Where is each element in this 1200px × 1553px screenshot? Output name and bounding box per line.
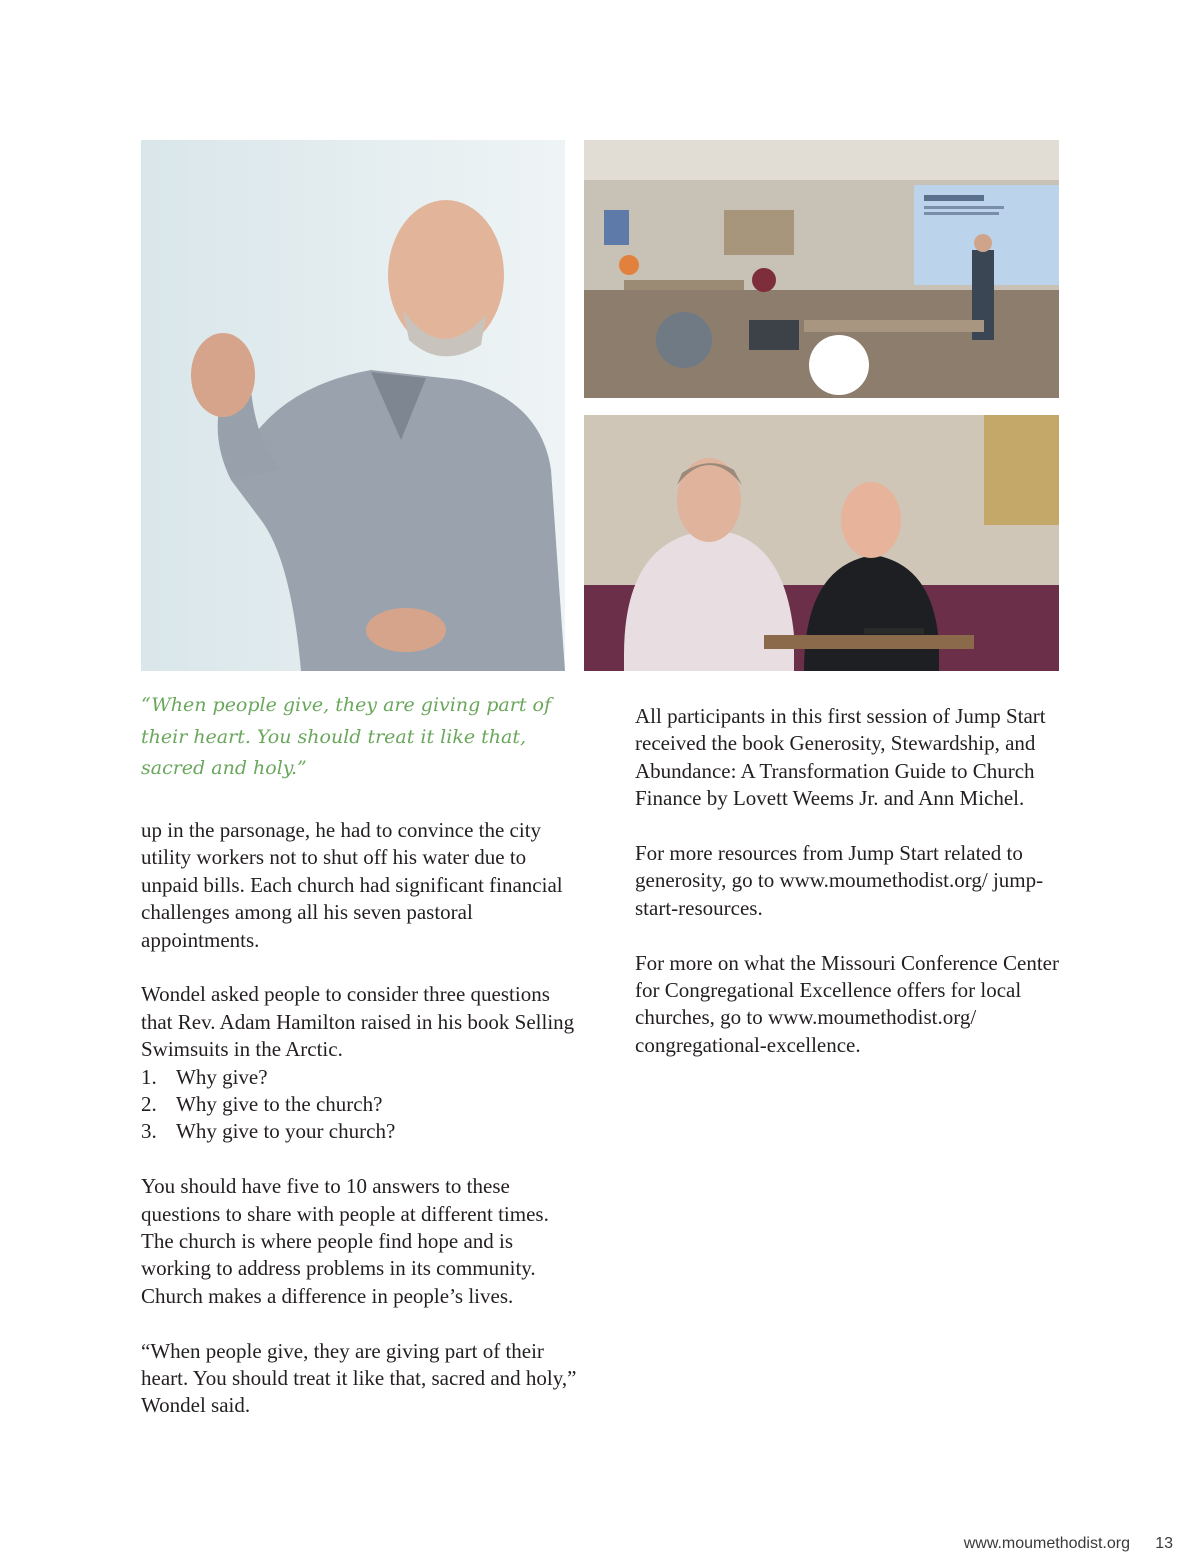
right-column <box>635 703 1075 1059</box>
paragraph: “When people give, they are giving part of their heart. You should treat it like that, sacred and holy,” Wondel said. <box>141 1338 577 1418</box>
list-item <box>141 1091 581 1118</box>
paragraph: For more resources from Jump Start related to generosity, go to www.moumethodist.org/ jump-start-resources. <box>635 841 1044 920</box>
list-number: 1. <box>141 1064 157 1089</box>
footer-url: www.moumethodist.org <box>963 1535 1130 1552</box>
list-number: 2. <box>141 1092 157 1117</box>
questions-list <box>141 1064 581 1146</box>
list-item <box>141 1118 581 1145</box>
photo-two-participants <box>584 415 1059 671</box>
paragraph: For more on what the Missouri Conference Center for Congregational Excellence offers for local churches, go to www.moumethodist.org/ congregational-excellence. <box>635 950 1059 1057</box>
paragraph: All participants in this first session of Jump Start received the book Generosity, Stewardship, and Abundance: A Transformation Guide to Church Finance by Lovett Weems Jr. and Ann Michel. <box>635 704 1046 811</box>
photo-speaker <box>141 140 565 671</box>
paragraph: You should have five to 10 answers to these questions to share with people at different times. The church is where people find hope and is working to address problems in its community. Church makes a difference in people’s lives. <box>141 1174 549 1308</box>
page-number: 13 <box>1155 1535 1173 1552</box>
list-text: Why give to the church? <box>176 1092 383 1117</box>
list-item <box>141 1064 581 1091</box>
photo-classroom <box>584 140 1059 398</box>
list-text: Why give? <box>176 1064 268 1089</box>
list-number: 3. <box>141 1119 157 1144</box>
paragraph: Wondel asked people to consider three questions that Rev. Adam Hamilton raised in his book Selling Swimsuits in the Arctic. <box>141 982 575 1062</box>
paragraph: up in the parsonage, he had to convince the city utility workers not to shut off his water due to unpaid bills. Each church had significant financial challenges among all his seven pastoral appointments. <box>141 818 563 952</box>
list-text: Why give to your church? <box>176 1119 396 1144</box>
left-column <box>141 817 581 1420</box>
pull-quote: “When people give, they are giving part of their heart. You should treat it like that, sacred and holy.” <box>141 694 551 779</box>
